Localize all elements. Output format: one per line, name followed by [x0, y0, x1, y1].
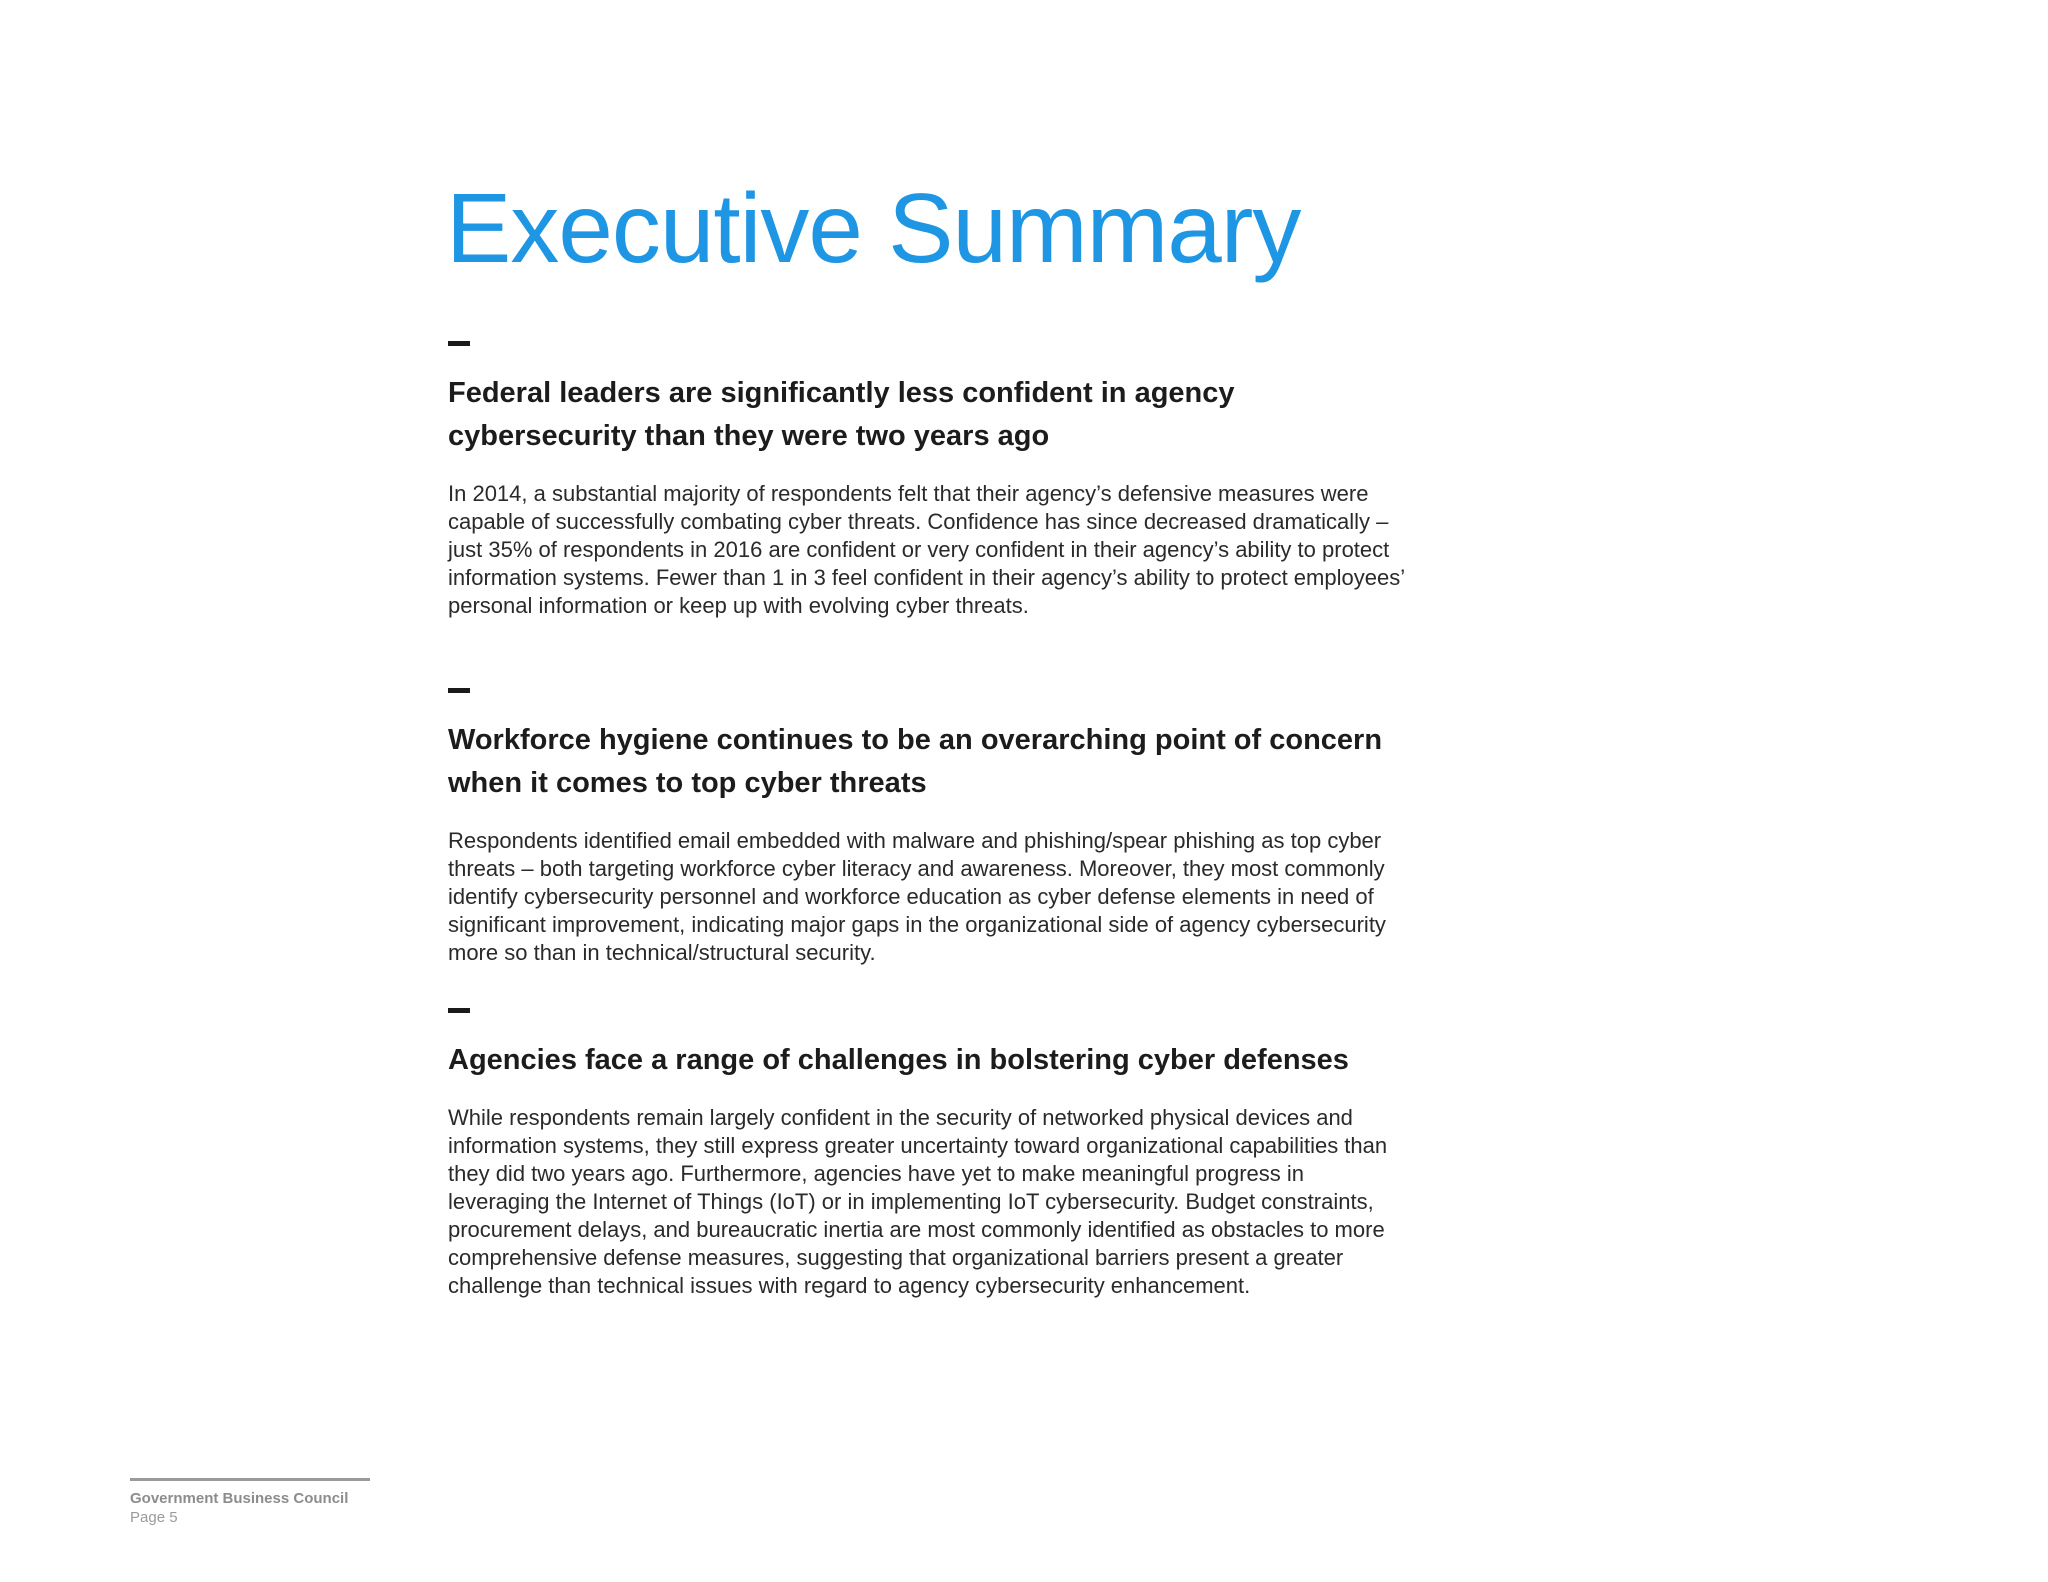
section-dash-divider: [448, 341, 470, 346]
summary-section-confidence: [448, 341, 1408, 620]
footer-page-number: Page 5: [130, 1509, 178, 1526]
page-title: Executive Summary: [446, 173, 1301, 283]
footer-rule: [130, 1478, 370, 1481]
summary-section-challenges: [448, 1008, 1408, 1300]
section-body: While respondents remain largely confident in the security of networked physical devices and information systems, they still express greater uncertainty toward organizational capabilities than they did two years ago. Furthermore, agencies have yet to make meaningful progress in leveraging the Internet of Things (IoT) or in implementing IoT cybersecurity. Budget constraints, procurement delays, and bureaucratic inertia are most commonly identified as obstacles to more comprehensive defense measures, suggesting that organizational barriers present a greater challenge than technical issues with regard to agency cybersecurity enhancement.: [448, 1105, 1388, 1298]
section-heading: Federal leaders are significantly less confident in agency cybersecurity than they were two years ago: [448, 377, 1235, 452]
page-footer: [130, 1478, 370, 1527]
section-heading: Agencies face a range of challenges in bolstering cyber defenses: [448, 1044, 1349, 1076]
section-dash-divider: [448, 1008, 470, 1013]
section-body: In 2014, a substantial majority of respondents felt that their agency’s defensive measures were capable of successfully combating cyber threats. Confidence has since decreased dramatically – just 35% of respondents in 2016 are confident or very confident in their agency’s ability to protect information systems. Fewer than 1 in 3 feel confident in their agency’s ability to protect employees’ personal information or keep up with evolving cyber threats.: [448, 481, 1405, 618]
summary-section-workforce: [448, 688, 1408, 967]
section-body: Respondents identified email embedded with malware and phishing/spear phishing as top cyber threats – both targeting workforce cyber literacy and awareness. Moreover, they most commonly identify cybersecurity personnel and workforce education as cyber defense elements in need of significant improvement, indicating major gaps in the organizational side of agency cybersecurity more so than in technical/structural security.: [448, 828, 1386, 965]
footer-organization: Government Business Council: [130, 1490, 349, 1507]
section-heading: Workforce hygiene continues to be an overarching point of concern when it comes to top cyber threats: [448, 724, 1383, 799]
section-dash-divider: [448, 688, 470, 693]
